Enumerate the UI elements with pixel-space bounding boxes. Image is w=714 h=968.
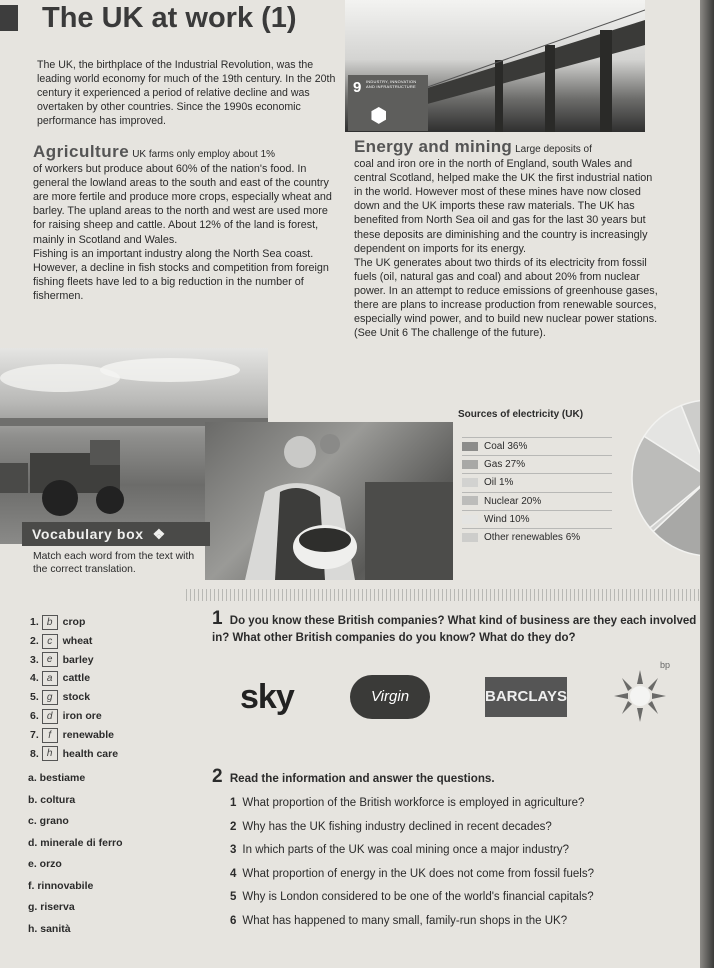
electricity-body: The UK generates about two thirds of its electricity from fossil fuels (oil, natural gas and coal) and about 20% from nuclear power. In an attempt to reduce emissions of greenhouse gases, there are plans to increase production from renewable sources, especially wind power, and to build new nuclear power stations. (See Unit 6 The challenge of the future). (354, 256, 658, 340)
answer-box[interactable]: g (42, 690, 58, 705)
question-item: 6 What has happened to many small, family-run shops in the UK? (230, 914, 568, 927)
vocab-item: 3. e barley (30, 653, 94, 666)
answer-box[interactable]: b (42, 615, 58, 630)
question-item: 1 What proportion of the British workforce is employed in agriculture? (230, 797, 585, 809)
title-marker (0, 5, 18, 31)
legend-label: Oil 1% (484, 477, 514, 489)
legend-label: Other renewables 6% (484, 532, 581, 543)
agriculture-section (33, 142, 343, 303)
legend-label: Wind 10% (484, 513, 530, 525)
vocabulary-word-list (30, 613, 180, 763)
translation-item: d. minerale di ferro (28, 836, 123, 849)
answer-box[interactable]: d (42, 709, 58, 724)
barclays-logo: BARCLAYS (485, 677, 567, 717)
legend-label: Gas 27% (484, 459, 526, 471)
fishermen-illustration (205, 422, 453, 580)
vocab-item: 7. f renewable (30, 728, 114, 741)
vocab-item: 8. h health care (30, 747, 119, 760)
chart-title-text: Sources of electricity (UK) (458, 409, 584, 420)
legend-swatch (462, 460, 478, 469)
vocabulary-instructions: Match each word from the text with the correct translation. (33, 551, 195, 575)
legend-swatch (462, 533, 478, 542)
vocab-item: 2. c wheat (30, 634, 93, 647)
translation-item: f. rinnovabile (28, 879, 94, 892)
dotted-divider (186, 589, 700, 601)
answer-box[interactable]: f (42, 728, 58, 743)
question-item: 3 In which parts of the UK was coal mining once a major industry? (230, 844, 570, 856)
answer-box[interactable]: c (42, 634, 58, 649)
vocab-item: 6. d iron ore (30, 709, 102, 722)
exercise-2-instruction: Read the information and answer the questions. (229, 772, 495, 785)
exercise-1 (212, 610, 700, 647)
answer-box[interactable]: h (42, 746, 58, 761)
vocab-item: 5. g stock (30, 691, 91, 704)
energy-lead: Large deposits of (515, 144, 592, 155)
legend-swatch (462, 478, 478, 487)
translation-item: h. sanità (28, 922, 71, 935)
fishermen-photo (205, 422, 453, 580)
exercise-1-text: Do you know these British companies? What kind of business are they each involved in? What other British companies do you know? What do they do? (212, 615, 697, 644)
exercise-2 (212, 768, 700, 787)
answer-box[interactable]: e (42, 652, 58, 667)
legend-label: Nuclear 20% (484, 495, 542, 507)
vocabulary-box-title (22, 522, 210, 546)
question-item: 4 What proportion of energy in the UK does not come from fossil fuels? (230, 867, 594, 880)
vocab-item: 4. a cattle (30, 672, 91, 685)
legend-swatch (462, 442, 478, 451)
electricity-pie-chart (560, 398, 700, 558)
bp-label: bp (660, 660, 671, 670)
exercise-2-number: 2 (212, 766, 223, 787)
legend-swatch (462, 496, 478, 505)
translation-item: c. grano (28, 815, 69, 827)
sdg-text: INDUSTRY, INNOVATION AND INFRASTRUCTURE (366, 79, 417, 89)
energy-body: coal and iron ore in the north of England, south Wales and central Scotland, helped make the UK the first industrial nation in the world. However most of these mines have now closed down and the UK imports these raw materials. The UK has benefited from North Sea oil and gas for the last 30 years but these deposits are diminishing and the country is increasingly dependent on imports for its energy. (354, 158, 653, 255)
page-edge (700, 0, 714, 968)
sky-logo: sky (240, 678, 294, 716)
intro-paragraph: The UK, the birthplace of the Industrial Revolution, was the leading world economy for much of the 19th century. In the 20th century it experienced a period of relative decline and was overtaken by other countries. Since the 1990s economic performance has improved. (37, 59, 336, 128)
page-title: The UK at work (1) (42, 2, 297, 34)
agriculture-body: of workers but produce about 60% of the nation's food. In general the lowland areas to the south and east of the country are more fertile and produce more crops, especially wheat and barley. The upland areas to the north and west are used more for raising sheep and cattle. About 12% of the land is forest, mainly in Scotland and Wales. (33, 163, 332, 246)
energy-section (354, 137, 660, 340)
virgin-logo: Virgin (350, 675, 430, 719)
translation-item: g. riserva (28, 901, 75, 913)
bp-logo-icon (610, 668, 670, 724)
question-item: 2 Why has the UK fishing industry declined in recent decades? (230, 820, 552, 833)
sdg-number: 9 (353, 79, 362, 96)
vocabulary-box-label: Vocabulary box (32, 526, 144, 542)
energy-heading: Energy and mining (354, 137, 513, 156)
exercise-1-number: 1 (212, 608, 223, 629)
agriculture-lead: UK farms only employ about 1% (132, 149, 276, 160)
question-item: 5 Why is London considered to be one of the world's financial capitals? (230, 891, 594, 903)
legend-label: Coal 36% (484, 441, 528, 452)
legend-swatch (462, 515, 478, 524)
translation-list (28, 768, 198, 940)
book-icon: ❖ (148, 526, 166, 542)
sdg-badge (348, 75, 428, 131)
fishing-body: Fishing is an important industry along the North Sea coast. However, a decline in fish stocks and competition from foreign fishing fleets have led to a big reduction in the number of fishermen. (33, 247, 329, 302)
translation-item: b. coltura (28, 793, 76, 806)
translation-item: e. orzo (28, 858, 62, 870)
cube-icon: ⬢ (370, 105, 388, 127)
agriculture-heading: Agriculture (33, 142, 130, 161)
vocab-item: 1. b crop (30, 616, 86, 628)
question-list (230, 792, 700, 933)
translation-item: a. bestiame (28, 772, 86, 784)
answer-box[interactable]: a (42, 671, 58, 686)
